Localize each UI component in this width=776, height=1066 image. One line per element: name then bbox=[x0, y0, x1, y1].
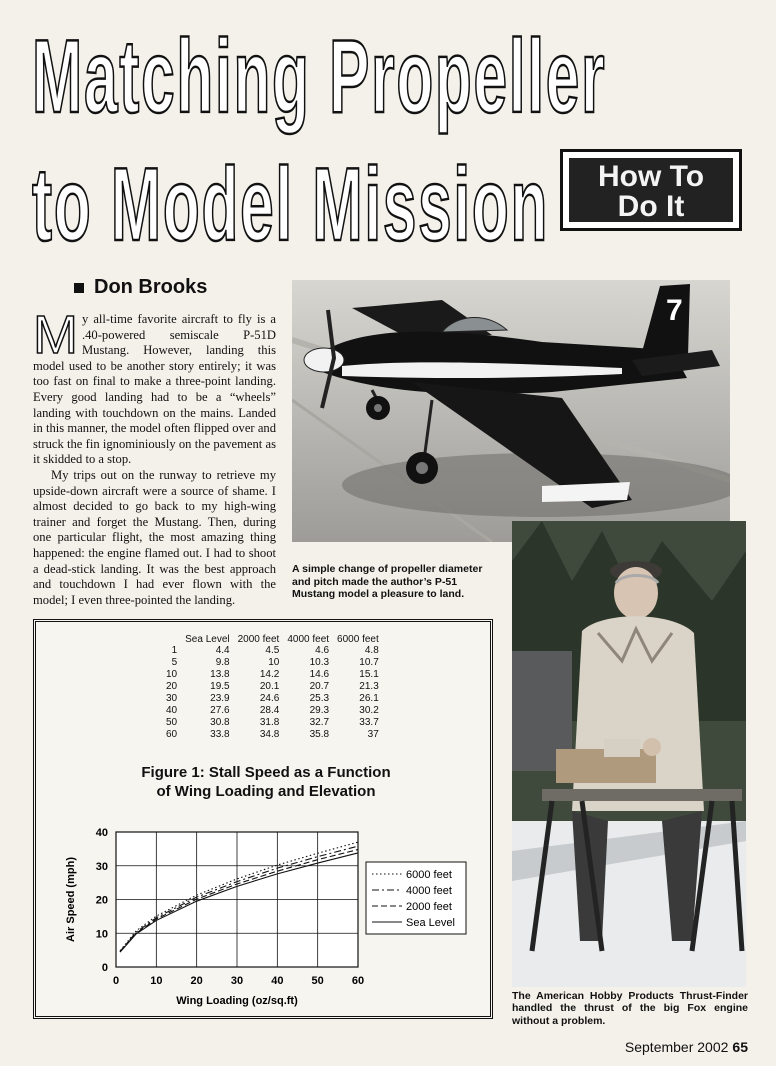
y-tick-label: 30 bbox=[95, 860, 108, 873]
table-cell: 20.1 bbox=[259, 681, 280, 692]
table-cell: 25.3 bbox=[309, 693, 330, 704]
y-axis-label: Air Speed (mph) bbox=[65, 857, 77, 942]
figure-title-line-1: Figure 1: Stall Speed as a Function bbox=[141, 764, 391, 781]
legend-label: 2000 feet bbox=[406, 901, 452, 913]
table-header-cell: Sea Level bbox=[185, 634, 230, 645]
table-header-cell: 6000 feet bbox=[337, 634, 379, 645]
table-header-cell: 2000 feet bbox=[237, 634, 280, 645]
article-title-line-1: Matching Propeller bbox=[32, 19, 607, 135]
table-cell: 10 bbox=[268, 657, 280, 668]
how-to-badge bbox=[560, 149, 742, 231]
x-tick-label: 60 bbox=[351, 975, 365, 987]
figure-title-line-2: of Wing Loading and Elevation bbox=[156, 783, 376, 800]
table-cell: 5 bbox=[171, 657, 178, 668]
table-cell: 21.3 bbox=[359, 681, 379, 692]
x-tick-label: 40 bbox=[271, 975, 284, 987]
table-cell: 37 bbox=[367, 729, 379, 740]
table-cell: 33.8 bbox=[210, 729, 230, 740]
table-cell: 27.6 bbox=[210, 705, 230, 716]
table-cell: 40 bbox=[166, 705, 178, 716]
badge-line-2: Do It bbox=[617, 190, 685, 223]
paragraph-1 bbox=[33, 305, 276, 468]
badge-line-1: How To bbox=[597, 160, 705, 193]
table-cell: 24.6 bbox=[259, 693, 280, 704]
table-cell: 10.7 bbox=[359, 657, 379, 668]
table-cell: 13.8 bbox=[210, 669, 230, 680]
drop-cap: M bbox=[33, 305, 78, 365]
table-cell: 33.7 bbox=[359, 717, 379, 728]
table-cell: 30.8 bbox=[210, 717, 230, 728]
article-title-line-2: to Model Mission bbox=[32, 147, 550, 263]
table-cell: 50 bbox=[166, 717, 178, 728]
article-body bbox=[33, 305, 276, 608]
table-cell: 4.5 bbox=[265, 645, 280, 656]
table-cell: 15.1 bbox=[359, 669, 379, 680]
table-cell: 31.8 bbox=[259, 717, 280, 728]
figure-1 bbox=[33, 619, 493, 1019]
table-cell: 30 bbox=[166, 693, 178, 704]
paragraph-2: My trips out on the runway to retrieve my upside-down aircraft were a source of shame. I almost decided to go back to my high-wing trainer and forget the Mustang. Then, during one particular flight, the most amazing thing happened: the engine flamed out. I had to shoot a dead-stick landing. It was the best approach and touchdown I had ever flown with the model; I even three-pointed the landing. bbox=[33, 467, 276, 607]
y-tick-label: 0 bbox=[101, 962, 108, 974]
table-cell: 14.2 bbox=[259, 669, 280, 680]
page-footer bbox=[625, 1039, 748, 1055]
table-cell: 28.4 bbox=[259, 705, 280, 716]
legend-label: Sea Level bbox=[406, 917, 455, 929]
paragraph-1-text: y all-time favorite aircraft to fly is a .40-powered semiscale P-51D Mustang. However, landing this model used to be another story entirely; it was too fast on final to make a three-point landing. Every good landing had to be a “wheels” landing with touchdown on the mains. Landed in this manner, the model often flipped over and struck the fin ignominiously on the pavement as it skidded to a stop. bbox=[33, 312, 276, 467]
table-header-cell: 4000 feet bbox=[287, 634, 330, 645]
x-tick-label: 20 bbox=[190, 975, 203, 987]
table-cell: 19.5 bbox=[210, 681, 230, 692]
table-cell: 20.7 bbox=[309, 681, 330, 692]
table-cell: 4.6 bbox=[315, 645, 330, 656]
thrust-finder-photo bbox=[512, 521, 746, 987]
table-cell: 32.7 bbox=[309, 717, 330, 728]
table-cell: 10.3 bbox=[309, 657, 330, 668]
bullet-square-icon bbox=[74, 283, 84, 293]
footer-month: September 2002 bbox=[624, 1039, 729, 1055]
table-cell: 1 bbox=[171, 645, 178, 656]
table-cell: 35.8 bbox=[309, 729, 330, 740]
table-cell: 60 bbox=[166, 729, 178, 740]
y-tick-label: 40 bbox=[95, 827, 108, 839]
y-tick-label: 20 bbox=[95, 894, 108, 907]
photo-caption-1: A simple change of propeller diameter and pitch made the author’s P-51 Mustang model a pleasure to land. bbox=[292, 563, 483, 601]
mustang-photo bbox=[292, 280, 730, 542]
legend-label: 4000 feet bbox=[406, 885, 452, 897]
table-cell: 4.4 bbox=[215, 645, 230, 656]
x-tick-label: 30 bbox=[230, 975, 244, 987]
page-number: 65 bbox=[732, 1039, 748, 1055]
author-byline bbox=[74, 276, 207, 299]
x-tick-label: 10 bbox=[150, 975, 163, 987]
x-tick-label: 0 bbox=[112, 975, 120, 987]
table-cell: 10 bbox=[166, 669, 178, 680]
table-cell: 34.8 bbox=[259, 729, 280, 740]
table-cell: 23.9 bbox=[210, 693, 230, 704]
table-cell: 26.1 bbox=[359, 693, 379, 704]
author-name: Don Brooks bbox=[94, 276, 208, 298]
fin-number: 7 bbox=[666, 294, 683, 327]
photo-caption-2: The American Hobby Products Thrust-Finder handled the thrust of the big Fox engine without a problem. bbox=[512, 990, 748, 1027]
legend-label: 6000 feet bbox=[406, 869, 452, 881]
table-cell: 29.3 bbox=[309, 705, 330, 716]
x-axis-label: Wing Loading (oz/sq.ft) bbox=[176, 995, 298, 1007]
x-tick-label: 50 bbox=[311, 975, 324, 987]
stall-speed-chart bbox=[36, 622, 490, 1016]
table-cell: 14.6 bbox=[309, 669, 330, 680]
table-cell: 4.8 bbox=[364, 645, 379, 656]
table-cell: 9.8 bbox=[215, 657, 230, 668]
y-tick-label: 10 bbox=[95, 928, 108, 941]
table-cell: 30.2 bbox=[359, 705, 379, 716]
table-cell: 20 bbox=[166, 681, 178, 692]
